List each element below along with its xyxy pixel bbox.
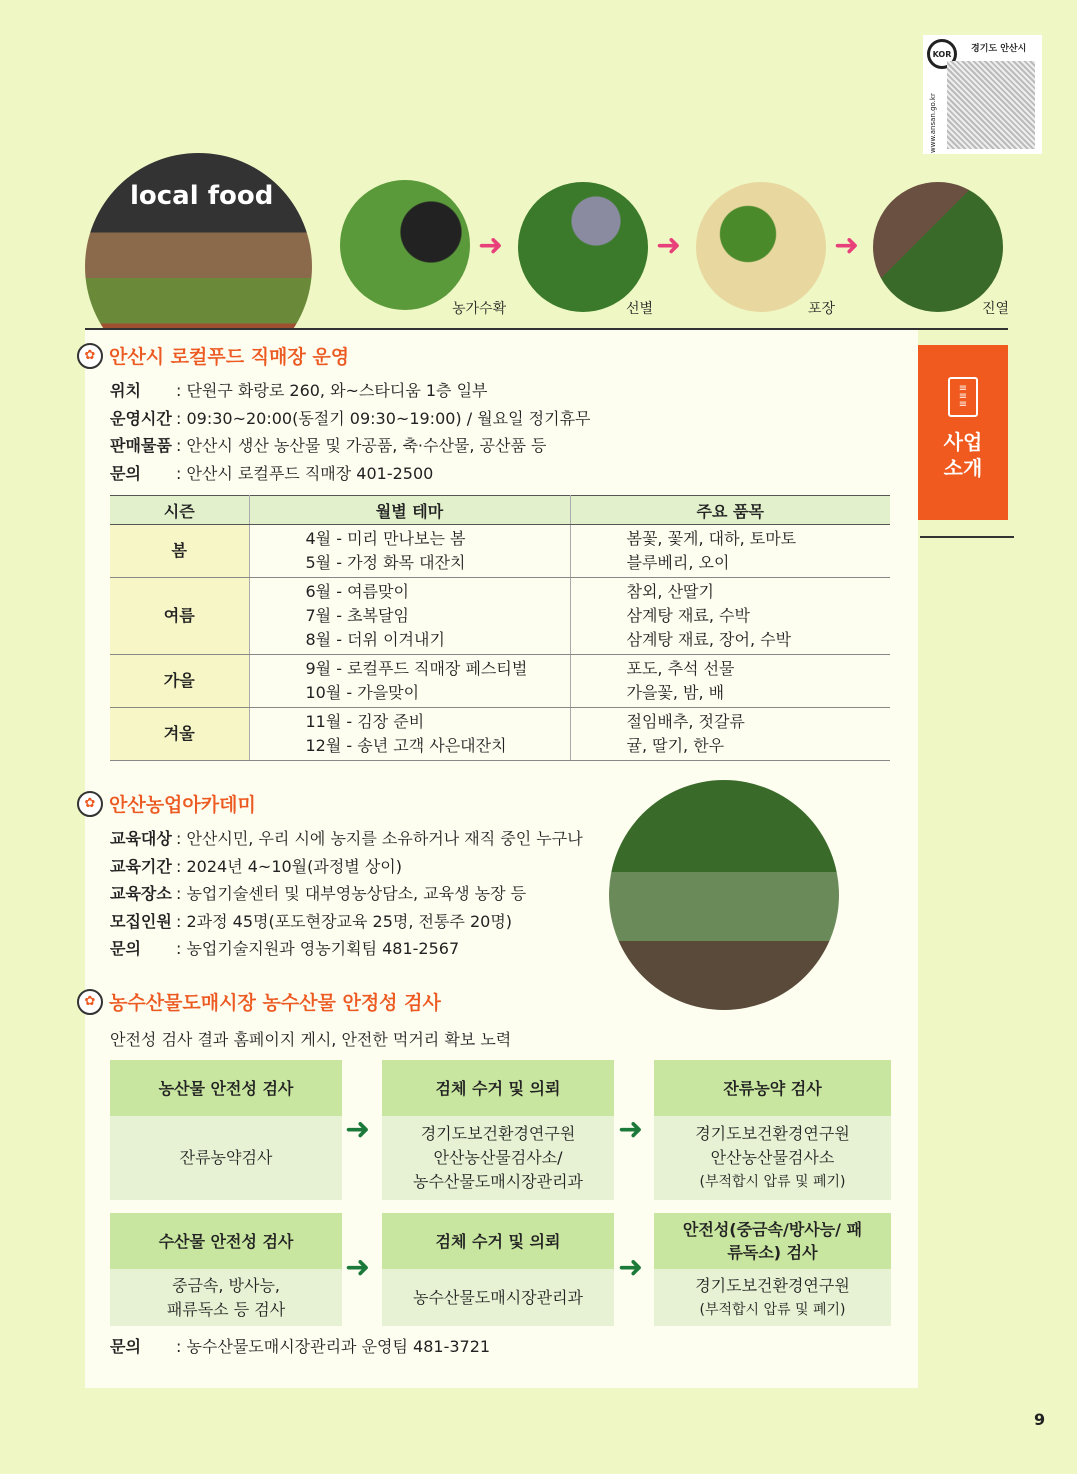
item: 삼계탕 재료, 수박 <box>626 606 750 625</box>
store-info <box>110 377 591 487</box>
theme: 7월 - 초복달임 <box>305 606 409 625</box>
section-heading <box>77 988 441 1015</box>
info-key: 위치 <box>110 381 141 400</box>
table-row <box>110 655 890 708</box>
harvest-photo <box>340 180 470 310</box>
flow-step <box>654 1213 891 1326</box>
section-title: 안산농업아카데미 <box>109 794 256 816</box>
flow-step-text: (부적합시 압류 및 폐기) <box>699 1174 846 1190</box>
theme: 6월 - 여름맞이 <box>305 582 409 601</box>
divider <box>920 536 1014 538</box>
website-url: www.ansan.go.kr <box>929 93 937 153</box>
theme: 4월 - 미리 만나보는 봄 <box>305 529 466 548</box>
arrow-right-icon: ➜ <box>345 1250 371 1285</box>
item: 블루베리, 오이 <box>626 553 730 572</box>
season-cell: 봄 <box>110 525 249 578</box>
section-description: 안전성 검사 결과 홈페이지 게시, 안전한 먹거리 확보 노력 <box>110 1030 512 1049</box>
tab-label: 사업 <box>943 430 983 454</box>
table-header: 주요 품목 <box>570 496 890 525</box>
arrow-right-icon: ➜ <box>618 1250 644 1285</box>
item: 귤, 딸기, 한우 <box>626 736 725 755</box>
info-key: 모집인원 <box>110 911 172 931</box>
item: 봄꽃, 꽃게, 대하, 토마토 <box>626 529 797 548</box>
sprout-icon: ✿ <box>77 989 103 1015</box>
flow-step-text: 잔류농약검사 <box>179 1148 273 1167</box>
arrow-right-icon: ➜ <box>345 1112 371 1147</box>
step-label: 농가수확 <box>452 301 507 317</box>
flow-step-title: 검체 수거 및 의뢰 <box>382 1060 614 1116</box>
info-value: : 안산시 생산 농산물 및 가공품, 축·수산물, 공산품 등 <box>176 436 547 455</box>
info-value: : 농업기술지원과 영농기획팀 481-2567 <box>176 939 460 958</box>
arrow-right-icon: ➜ <box>618 1112 644 1147</box>
theme: 9월 - 로컬푸드 직매장 페스티벌 <box>305 659 528 678</box>
flow-step-title: 안전성(중금속/방사능/ 패류독소) 검사 <box>654 1213 891 1269</box>
packing-photo <box>696 182 826 312</box>
table-row <box>110 578 890 655</box>
flow-step <box>110 1060 342 1200</box>
kor-logo-icon: KOR <box>927 39 957 69</box>
flow-step-text: 경기도보건환경연구원 <box>695 1124 850 1143</box>
city-name: 경기도 안산시 <box>971 44 1027 54</box>
sorting-photo <box>518 182 648 312</box>
info-key: 교육장소 <box>110 884 172 903</box>
flow-step-text: 경기도보건환경연구원 <box>695 1275 850 1295</box>
step-label: 선별 <box>626 301 654 317</box>
table-row <box>110 525 890 578</box>
qr-logo <box>923 35 1042 154</box>
flow-step <box>382 1060 614 1200</box>
flow-step-text: 패류독소 등 검사 <box>166 1299 286 1319</box>
theme: 11월 - 김장 준비 <box>305 712 425 731</box>
info-value: : 농업기술센터 및 대부영농상담소, 교육생 농장 등 <box>176 884 527 903</box>
season-cell: 여름 <box>110 578 249 655</box>
section-title: 안산시 로컬푸드 직매장 운영 <box>109 346 350 368</box>
flow-step-title: 검체 수거 및 의뢰 <box>382 1213 614 1269</box>
flow-step-text: 안산농산물검사소 <box>710 1148 835 1167</box>
page-number: 9 <box>1034 1410 1046 1429</box>
divider <box>85 328 1008 330</box>
info-key: 교육대상 <box>110 829 172 848</box>
arrow-right-icon: ➜ <box>656 228 682 263</box>
seasonal-theme-table <box>110 495 890 761</box>
item: 삼계탕 재료, 장어, 수박 <box>626 630 792 649</box>
season-cell: 겨울 <box>110 708 249 761</box>
document-icon: ≡ ≡ ≡ <box>948 377 978 417</box>
flow-step-title: 농산물 안전성 검사 <box>110 1060 342 1116</box>
section-heading <box>77 342 349 369</box>
theme: 12월 - 송년 고객 사은대잔치 <box>305 736 507 755</box>
info-key: 운영시간 <box>110 408 172 428</box>
info-value: : 안산시민, 우리 시에 농지를 소유하거나 재직 중인 누구나 <box>176 829 583 848</box>
table-header: 월별 테마 <box>249 496 570 525</box>
table-row <box>110 708 890 761</box>
item: 포도, 추석 선물 <box>626 659 735 678</box>
flow-step <box>382 1213 614 1326</box>
section-tab[interactable] <box>918 345 1008 520</box>
display-photo <box>873 182 1003 312</box>
step-label: 진열 <box>982 301 1010 317</box>
info-value: : 2과정 45명(포도현장교육 25명, 전통주 20명) <box>176 911 513 931</box>
flow-step <box>110 1213 342 1326</box>
arrow-right-icon: ➜ <box>834 228 860 263</box>
flow-step-text: 농수산물도매시장관리과 <box>412 1287 584 1307</box>
inspection-contact <box>110 1333 490 1361</box>
store-sign: local food <box>130 181 274 211</box>
flow-step-text: 중금속, 방사능, <box>172 1275 280 1295</box>
sprout-icon: ✿ <box>77 791 103 817</box>
theme: 5월 - 가정 화목 대잔치 <box>305 553 466 572</box>
info-key: 문의 <box>110 1337 141 1356</box>
flow-step-title: 수산물 안전성 검사 <box>110 1213 342 1269</box>
flow-step-text: 안산농산물검사소/ <box>433 1148 563 1167</box>
step-label: 포장 <box>808 301 836 317</box>
theme: 8월 - 더위 이겨내기 <box>305 630 445 649</box>
item: 절임배추, 젓갈류 <box>626 712 745 731</box>
info-value: : 09:30~20:00(동절기 09:30~19:00) / 월요일 정기휴무 <box>176 408 591 428</box>
info-key: 문의 <box>110 463 141 483</box>
info-value: : 2024년 4~10월(과정별 상이) <box>176 856 402 876</box>
info-value: : 안산시 로컬푸드 직매장 401-2500 <box>176 463 434 483</box>
sprout-icon: ✿ <box>77 343 103 369</box>
flow-step-text: (부적합시 압류 및 폐기) <box>699 1301 846 1318</box>
theme: 10월 - 가을맞이 <box>305 683 420 702</box>
flow-step-text: 경기도보건환경연구원 <box>420 1124 576 1143</box>
item: 참외, 산딸기 <box>626 582 714 601</box>
academy-info <box>110 825 583 963</box>
info-value: : 농수산물도매시장관리과 운영팀 481-3721 <box>176 1337 491 1356</box>
info-key: 문의 <box>110 939 141 958</box>
table-header: 시즌 <box>110 496 249 525</box>
season-cell: 가을 <box>110 655 249 708</box>
info-key: 교육기간 <box>110 856 172 876</box>
info-key: 판매물품 <box>110 436 172 455</box>
arrow-right-icon: ➜ <box>478 228 504 263</box>
item: 가을꽃, 밤, 배 <box>626 683 725 702</box>
qr-code[interactable] <box>947 61 1035 149</box>
vineyard-education-photo <box>609 780 839 1010</box>
section-title: 농수산물도매시장 농수산물 안정성 검사 <box>109 992 441 1014</box>
section-heading <box>77 790 256 817</box>
flow-step-title: 잔류농약 검사 <box>654 1060 891 1116</box>
tab-label: 소개 <box>943 456 983 480</box>
info-value: : 단원구 화랑로 260, 와~스타디움 1층 일부 <box>176 381 488 400</box>
flow-step <box>654 1060 891 1200</box>
flow-step-text: 농수산물도매시장관리과 <box>412 1172 584 1191</box>
